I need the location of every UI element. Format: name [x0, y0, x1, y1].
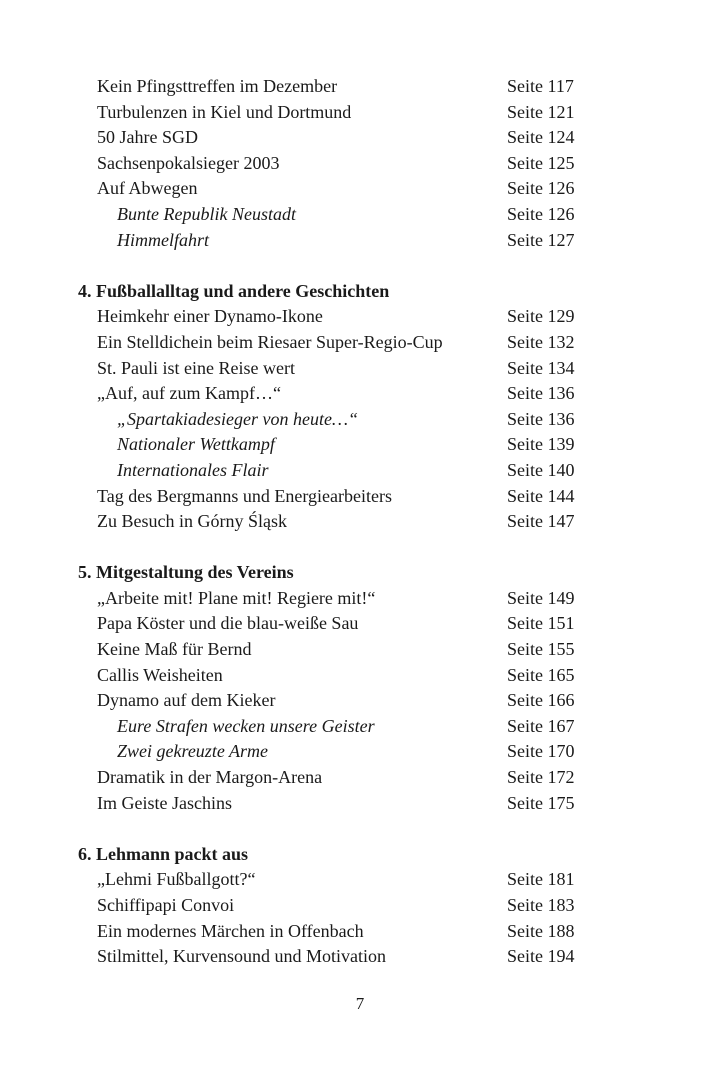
entry-title: Im Geiste Jaschins — [97, 792, 232, 813]
section-heading: 4. Fußballalltag und andere Geschichten — [78, 280, 390, 301]
entry-page: Seite 167 — [507, 715, 575, 736]
entry-page: Seite 181 — [507, 869, 575, 890]
toc-entry — [78, 151, 580, 177]
entry-title: „Lehmi Fußballgott?“ — [97, 869, 256, 890]
entry-page: Seite 188 — [507, 920, 575, 941]
entry-title: „Arbeite mit! Plane mit! Regiere mit!“ — [97, 587, 376, 608]
toc-entry — [78, 867, 580, 893]
entry-title: Himmelfahrt — [117, 229, 209, 250]
entry-title: Sachsenpokalsieger 2003 — [97, 152, 280, 173]
toc-entry — [78, 611, 580, 637]
entry-title: Kein Pfingsttreffen im Dezember — [97, 76, 338, 96]
entry-title: Callis Weisheiten — [97, 664, 223, 685]
entry-title: Nationaler Wettkampf — [117, 434, 275, 455]
entry-title: Keine Maß für Bernd — [97, 639, 252, 660]
entry-title: Heimkehr einer Dynamo-Ikone — [97, 306, 323, 327]
entry-title: Ein modernes Märchen in Offenbach — [97, 920, 364, 941]
entry-page: Seite 127 — [507, 229, 575, 250]
entry-title: Bunte Republik Neustadt — [117, 203, 296, 224]
entry-title: Dynamo auf dem Kieker — [97, 690, 276, 711]
entry-page: Seite 134 — [507, 357, 575, 378]
toc-subentry — [78, 407, 580, 433]
entry-title: „Spartakiadesieger von heute…“ — [117, 408, 358, 429]
entry-title: Turbulenzen in Kiel und Dortmund — [97, 101, 352, 122]
toc-entry — [78, 919, 580, 945]
entry-page: Seite 125 — [507, 152, 575, 173]
toc-entry — [78, 893, 580, 919]
toc-subentry — [78, 202, 580, 228]
entry-page: Seite 136 — [507, 408, 575, 429]
toc-entry — [78, 356, 580, 382]
entry-page: Seite 166 — [507, 690, 575, 711]
table-of-contents — [78, 74, 580, 970]
entry-page: Seite 132 — [507, 331, 575, 352]
section-heading: 6. Lehmann packt aus — [78, 843, 249, 864]
entry-page: Seite 140 — [507, 459, 575, 480]
toc-entry — [78, 637, 580, 663]
toc-entry — [78, 663, 580, 689]
entry-page: Seite 139 — [507, 434, 575, 455]
entry-title: Auf Abwegen — [97, 178, 198, 199]
entry-page: Seite 155 — [507, 639, 575, 660]
entry-page: Seite 129 — [507, 306, 575, 327]
entry-page: Seite 126 — [507, 178, 575, 199]
entry-page: Seite 126 — [507, 203, 575, 224]
entry-title: Zwei gekreuzte Arme — [117, 741, 268, 762]
toc-entry — [78, 330, 580, 356]
entry-page: Seite 165 — [507, 664, 575, 685]
toc-subentry — [78, 228, 580, 254]
toc-entry — [78, 100, 580, 126]
entry-page: Seite 151 — [507, 613, 575, 634]
toc-entry — [78, 765, 580, 791]
entry-title: 50 Jahre SGD — [97, 127, 198, 148]
entry-page: Seite 124 — [507, 127, 575, 148]
entry-page: Seite 147 — [507, 511, 575, 532]
entry-title: Schiffipapi Convoi — [97, 895, 235, 915]
toc-sections — [78, 279, 580, 970]
toc-subentry — [78, 739, 580, 765]
entry-title: St. Pauli ist eine Reise wert — [97, 357, 295, 378]
entry-title: Dramatik in der Margon-Arena — [97, 767, 323, 788]
toc-section — [78, 279, 580, 535]
entry-page: Seite 175 — [507, 792, 575, 813]
toc-entry — [78, 586, 580, 612]
toc-subentry — [78, 432, 580, 458]
toc-section — [78, 842, 580, 970]
continued-entries — [78, 74, 580, 253]
toc-subentry — [78, 458, 580, 484]
toc-entry — [78, 74, 580, 100]
entry-page: Seite 194 — [507, 946, 575, 967]
entry-title: Papa Köster und die blau-weiße Sau — [97, 613, 359, 634]
toc-entry — [78, 176, 580, 202]
section-heading: 5. Mitgestaltung des Vereins — [78, 562, 294, 583]
entry-page: Seite 136 — [507, 383, 575, 404]
entry-page: Seite 121 — [507, 101, 575, 122]
entry-title: Tag des Bergmanns und Energiearbeiters — [97, 485, 392, 506]
entry-page: Seite 149 — [507, 587, 575, 608]
toc-entry — [78, 484, 580, 510]
toc-entry — [78, 304, 580, 330]
entry-page: Seite 172 — [507, 767, 575, 788]
toc-entry — [78, 791, 580, 817]
toc-section — [78, 560, 580, 816]
entry-page: Seite 183 — [507, 895, 575, 915]
entry-title: Internationales Flair — [117, 459, 269, 480]
page-number: 7 — [355, 994, 365, 1013]
toc-entry — [78, 509, 580, 535]
entry-page: Seite 144 — [507, 485, 575, 506]
toc-entry — [78, 125, 580, 151]
entry-title: Stilmittel, Kurvensound und Motivation — [97, 946, 386, 967]
toc-subentry — [78, 714, 580, 740]
entry-title: Ein Stelldichein beim Riesaer Super-Regio-Cup — [97, 331, 443, 352]
entry-title: „Auf, auf zum Kampf…“ — [97, 383, 281, 404]
toc-entry — [78, 381, 580, 407]
entry-title: Eure Strafen wecken unsere Geister — [117, 715, 375, 736]
entry-title: Zu Besuch in Górny Śląsk — [97, 511, 287, 532]
entry-page: Seite 170 — [507, 741, 575, 762]
toc-entry — [78, 688, 580, 714]
entry-page: Seite 117 — [507, 76, 574, 96]
toc-entry — [78, 944, 580, 970]
